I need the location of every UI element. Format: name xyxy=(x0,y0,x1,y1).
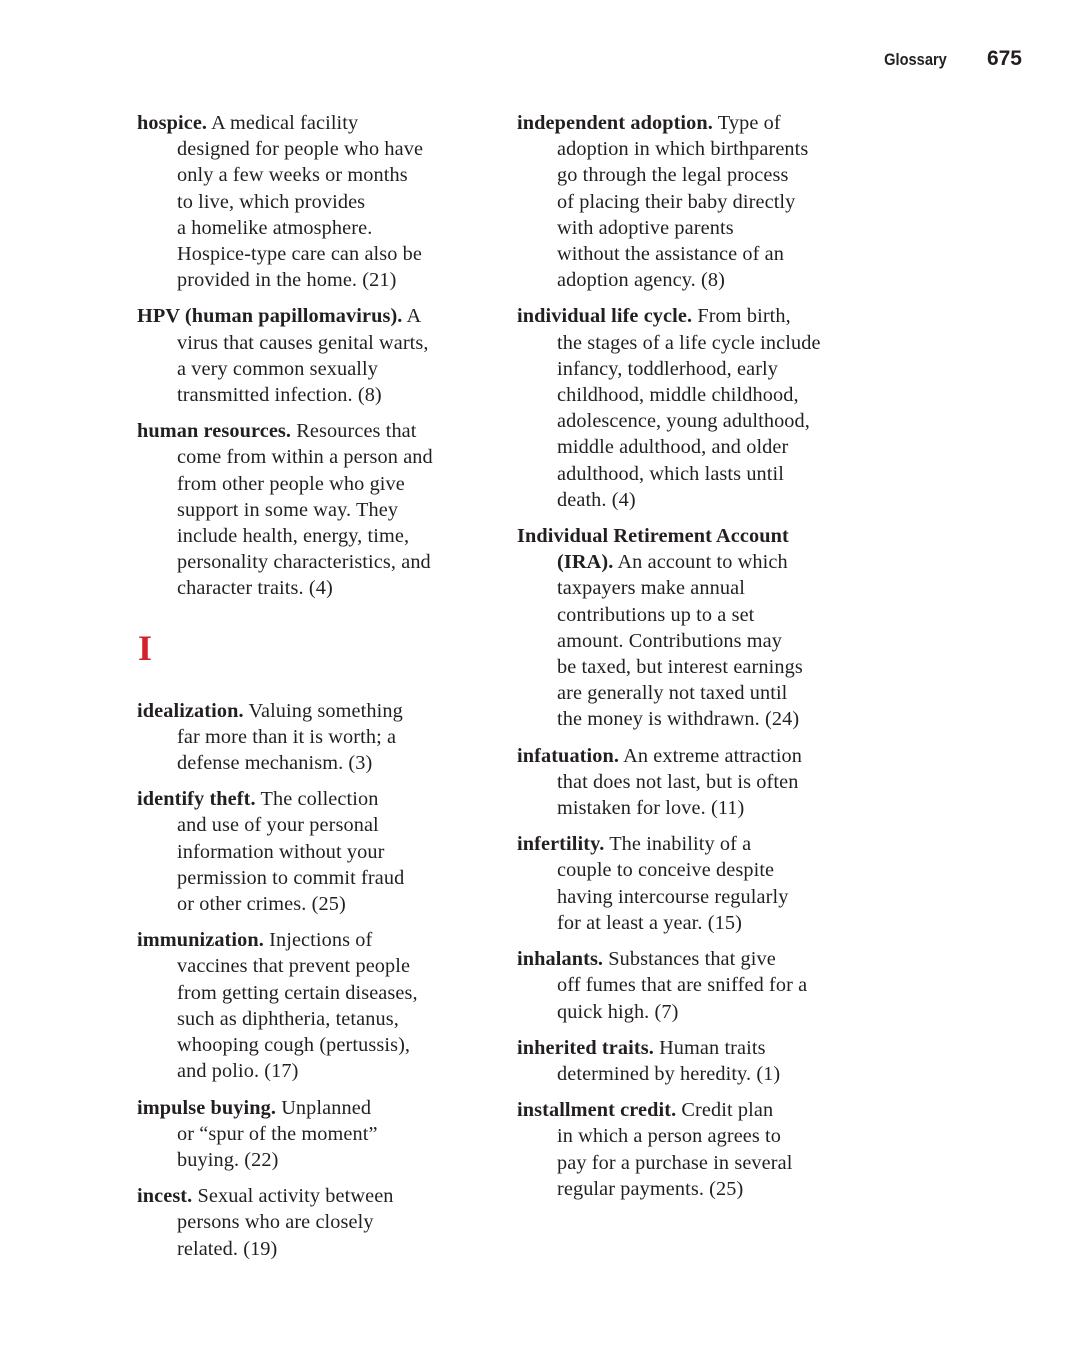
left-column xyxy=(137,110,507,1272)
entry-line xyxy=(517,1097,887,1123)
entry-line xyxy=(517,743,887,769)
glossary-term: human resources. xyxy=(137,420,292,443)
glossary-entry-idealization xyxy=(137,698,507,777)
definition-line: include health, energy, time, xyxy=(177,525,410,548)
definition-line: persons who are closely xyxy=(177,1211,374,1234)
definition-text: Type of xyxy=(717,112,781,134)
definition-text: The collection xyxy=(260,788,379,811)
definition-line: go through the legal process xyxy=(557,164,789,187)
entry-line xyxy=(137,786,507,812)
definition-line: from other people who give xyxy=(177,472,405,495)
definition-line: contributions up to a set xyxy=(557,603,755,626)
definition-line: or other crimes. (25) xyxy=(177,893,346,916)
page-number: 675 xyxy=(986,47,1022,70)
right-column xyxy=(517,110,887,1212)
glossary-entry-individual-life-cycle xyxy=(517,303,887,513)
definition-text: Valuing something xyxy=(248,699,403,722)
glossary-term: installment credit. xyxy=(517,1099,677,1122)
entry-line xyxy=(517,549,887,575)
definition-line: far more than it is worth; a xyxy=(177,725,397,748)
definition-line: be taxed, but interest earnings xyxy=(557,656,803,679)
definition-line: amount. Contributions may xyxy=(557,629,783,652)
letter-heading: I xyxy=(138,627,153,668)
entry-line xyxy=(517,523,887,549)
entry-line xyxy=(517,1035,887,1061)
definition-line: virus that causes genital warts, xyxy=(177,331,429,354)
definition-text: Human traits xyxy=(659,1036,766,1059)
glossary-term: idealization. xyxy=(137,699,244,722)
glossary-term: independent adoption. xyxy=(517,112,713,134)
definition-line: for at least a year. (15) xyxy=(557,911,742,934)
definition-line: from getting certain diseases, xyxy=(177,981,418,1004)
glossary-term: impulse buying. xyxy=(137,1096,277,1119)
definition-text: Injections of xyxy=(269,929,373,952)
glossary-term: identify theft. xyxy=(137,788,256,811)
definition-line: character traits. (4) xyxy=(177,577,333,600)
entry-line xyxy=(517,831,887,857)
entry-line xyxy=(517,946,887,972)
definition-line: personality characteristics, and xyxy=(177,551,431,574)
definition-text: From birth, xyxy=(697,305,791,328)
definition-text: Unplanned xyxy=(281,1096,372,1119)
definition-text: Substances that give xyxy=(608,948,776,971)
definition-line: middle adulthood, and older xyxy=(557,436,789,459)
entry-line xyxy=(517,303,887,329)
entry-line xyxy=(137,418,507,444)
glossary-entry-impulse-buying xyxy=(137,1095,507,1174)
glossary-term: incest. xyxy=(137,1185,193,1208)
definition-line: whooping cough (pertussis), xyxy=(177,1034,411,1057)
glossary-entry-identify-theft xyxy=(137,786,507,917)
definition-line: a homelike atmosphere. xyxy=(177,216,373,239)
glossary-entry-human-resources xyxy=(137,418,507,601)
definition-line: related. (19) xyxy=(177,1237,278,1260)
definition-line: defense mechanism. (3) xyxy=(177,752,373,775)
glossary-entry-infertility xyxy=(517,831,887,936)
definition-line: with adoptive parents xyxy=(557,216,734,239)
glossary-entry-inherited-traits xyxy=(517,1035,887,1087)
definition-line: buying. (22) xyxy=(177,1148,279,1171)
glossary-entry-independent-adoption xyxy=(517,110,887,293)
definition-line: quick high. (7) xyxy=(557,1000,679,1023)
glossary-entry-individual-retirement-account-ira xyxy=(517,523,887,733)
definition-line: pay for a purchase in several xyxy=(557,1151,793,1174)
definition-line: adoption agency. (8) xyxy=(557,269,725,292)
entry-line xyxy=(137,927,507,953)
definition-line: only a few weeks or months xyxy=(177,164,408,187)
definition-text: Resources that xyxy=(296,420,417,443)
definition-line: off fumes that are sniffed for a xyxy=(557,974,808,997)
definition-line: without the assistance of an xyxy=(557,243,784,266)
entry-line xyxy=(137,110,507,136)
glossary-entry-hospice xyxy=(137,110,507,293)
glossary-entry-infatuation xyxy=(517,743,887,822)
glossary-term: individual life cycle. xyxy=(517,305,693,328)
definition-line: vaccines that prevent people xyxy=(177,955,411,978)
definition-line: having intercourse regularly xyxy=(557,885,789,908)
glossary-entry-incest xyxy=(137,1183,507,1262)
definition-line: in which a person agrees to xyxy=(557,1125,782,1148)
definition-line: transmitted infection. (8) xyxy=(177,384,382,407)
entry-line xyxy=(517,110,887,136)
glossary-term: infertility. xyxy=(517,833,605,856)
definition-line: permission to commit fraud xyxy=(177,866,405,889)
definition-text: An extreme attraction xyxy=(623,744,803,767)
definition-line: information without your xyxy=(177,840,385,863)
definition-line: mistaken for love. (11) xyxy=(557,797,745,820)
entries-group-i-continued xyxy=(517,110,887,1202)
definition-line: designed for people who have xyxy=(177,138,424,161)
glossary-term: inhalants. xyxy=(517,948,604,971)
glossary-term: Individual Retirement Account xyxy=(517,525,789,548)
entries-group-i xyxy=(137,698,507,1262)
definition-line: adolescence, young adulthood, xyxy=(557,410,810,433)
definition-text: Sexual activity between xyxy=(197,1185,394,1208)
definition-line: come from within a person and xyxy=(177,446,433,469)
running-head xyxy=(874,47,1022,71)
entry-line xyxy=(137,303,507,329)
glossary-term-continued: (IRA). xyxy=(557,551,614,574)
glossary-entry-hpv-human-papillomavirus xyxy=(137,303,507,408)
definition-line: death. (4) xyxy=(557,488,636,511)
glossary-term: inherited traits. xyxy=(517,1036,654,1059)
definition-text: A xyxy=(406,305,422,328)
entry-line xyxy=(137,1095,507,1121)
definition-line: or “spur of the moment” xyxy=(177,1122,378,1145)
definition-line: childhood, middle childhood, xyxy=(557,384,799,407)
definition-line: adulthood, which lasts until xyxy=(557,462,785,485)
definition-line: and use of your personal xyxy=(177,814,379,837)
glossary-entry-inhalants xyxy=(517,946,887,1025)
definition-line: provided in the home. (21) xyxy=(177,269,397,292)
definition-line: support in some way. They xyxy=(177,498,399,521)
definition-line: of placing their baby directly xyxy=(557,190,796,213)
definition-line: regular payments. (25) xyxy=(557,1177,744,1200)
glossary-entry-immunization xyxy=(137,927,507,1084)
entries-group-h xyxy=(137,110,507,602)
definition-line: Hospice-type care can also be xyxy=(177,243,423,266)
section-title: Glossary xyxy=(884,50,947,69)
definition-line: the money is withdrawn. (24) xyxy=(557,708,800,731)
definition-line: the stages of a life cycle include xyxy=(557,331,821,354)
entry-line xyxy=(137,698,507,724)
definition-line: are generally not taxed until xyxy=(557,682,788,705)
definition-line: adoption in which birthparents xyxy=(557,138,809,161)
glossary-term: hospice. xyxy=(137,112,208,134)
definition-line: determined by heredity. (1) xyxy=(557,1062,781,1085)
definition-line: infancy, toddlerhood, early xyxy=(557,357,779,380)
definition-line: such as diphtheria, tetanus, xyxy=(177,1007,399,1030)
glossary-term: HPV (human papillomavirus). xyxy=(137,305,403,328)
definition-text: A medical facility xyxy=(211,112,359,134)
definition-text: Credit plan xyxy=(681,1099,774,1122)
entry-line xyxy=(137,1183,507,1209)
definition-line: and polio. (17) xyxy=(177,1060,299,1083)
definition-line: that does not last, but is often xyxy=(557,770,799,793)
definition-line: a very common sexually xyxy=(177,357,379,380)
glossary-term: immunization. xyxy=(137,929,264,952)
definition-line: to live, which provides xyxy=(177,190,366,213)
definition-text: An account to which xyxy=(617,551,788,574)
glossary-term: infatuation. xyxy=(517,744,620,767)
definition-line: taxpayers make annual xyxy=(557,577,745,600)
glossary-entry-installment-credit xyxy=(517,1097,887,1202)
definition-line: couple to conceive despite xyxy=(557,859,775,882)
definition-text: The inability of a xyxy=(609,833,752,856)
